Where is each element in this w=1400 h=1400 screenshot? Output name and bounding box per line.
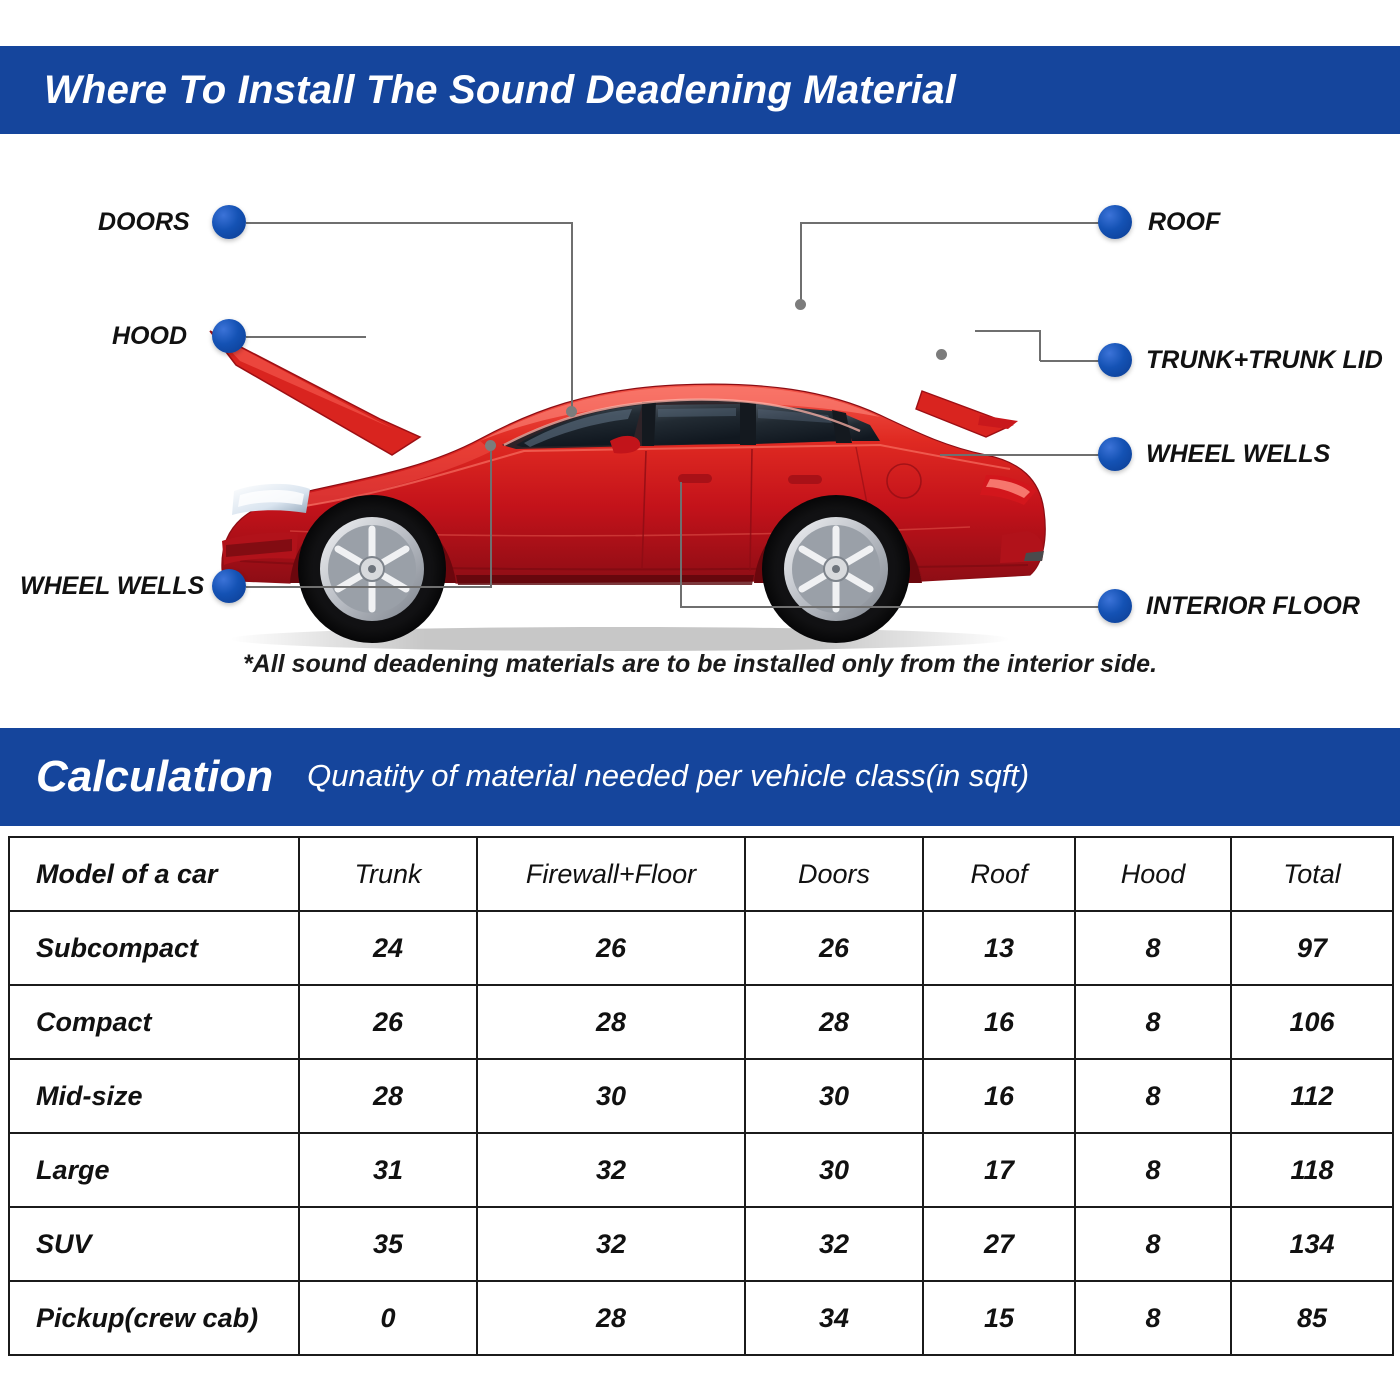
marker-interior-floor[interactable]: [1098, 589, 1132, 623]
leader-wheelwells-left-h: [246, 586, 492, 588]
cell-roof: 16: [923, 1059, 1075, 1133]
marker-wheel-wells-right[interactable]: [1098, 437, 1132, 471]
cell-firewall-floor: 32: [477, 1207, 745, 1281]
label-roof: ROOF: [1148, 208, 1221, 236]
cell-total: 97: [1231, 911, 1393, 985]
calculation-table: [8, 836, 1394, 1356]
table-row: [9, 911, 1393, 985]
leader-roof-v: [800, 222, 802, 304]
cell-model: Pickup(crew cab): [9, 1281, 299, 1355]
column-header-hood: Hood: [1075, 837, 1231, 911]
cell-doors: 32: [745, 1207, 923, 1281]
cell-model: SUV: [9, 1207, 299, 1281]
table-row: [9, 985, 1393, 1059]
column-header-firewall-floor: Firewall+Floor: [477, 837, 745, 911]
page-title: Where To Install The Sound Deadening Material: [44, 67, 957, 112]
cell-trunk: 26: [299, 985, 477, 1059]
cell-trunk: 28: [299, 1059, 477, 1133]
cell-hood: 8: [1075, 985, 1231, 1059]
cell-firewall-floor: 30: [477, 1059, 745, 1133]
calculation-subtitle: Qunatity of material needed per vehicle class(in sqft): [307, 758, 1030, 793]
marker-roof[interactable]: [1098, 205, 1132, 239]
cell-trunk: 0: [299, 1281, 477, 1355]
table-header-row: [9, 837, 1393, 911]
anchor-wheelwells-left: [485, 440, 496, 451]
cell-total: 106: [1231, 985, 1393, 1059]
cell-doors: 30: [745, 1133, 923, 1207]
cell-roof: 27: [923, 1207, 1075, 1281]
label-hood: HOOD: [112, 322, 187, 350]
marker-doors[interactable]: [212, 205, 246, 239]
cell-hood: 8: [1075, 1207, 1231, 1281]
leader-wheelwells-left-v: [490, 446, 492, 587]
cell-model: Mid-size: [9, 1059, 299, 1133]
cell-hood: 8: [1075, 1059, 1231, 1133]
column-header-total: Total: [1231, 837, 1393, 911]
anchor-wheelwells-right: [936, 349, 947, 360]
label-trunk: TRUNK+TRUNK LID: [1146, 346, 1383, 374]
cell-total: 134: [1231, 1207, 1393, 1281]
label-interior-floor: INTERIOR FLOOR: [1146, 592, 1360, 620]
anchor-roof: [795, 299, 806, 310]
leader-roof-h: [800, 222, 1106, 224]
leader-trunk-v: [1039, 330, 1041, 361]
car-illustration: [180, 269, 1060, 664]
label-wheel-wells-left: WHEEL WELLS: [20, 572, 205, 600]
table-row: [9, 1207, 1393, 1281]
cell-roof: 15: [923, 1281, 1075, 1355]
cell-hood: 8: [1075, 1133, 1231, 1207]
leader-interiorfloor-h: [680, 606, 1108, 608]
column-header-model: Model of a car: [9, 837, 299, 911]
cell-hood: 8: [1075, 911, 1231, 985]
cell-roof: 16: [923, 985, 1075, 1059]
table-row: [9, 1133, 1393, 1207]
cell-doors: 28: [745, 985, 923, 1059]
diagram-footnote: *All sound deadening materials are to be installed only from the interior side.: [242, 650, 1158, 678]
cell-doors: 34: [745, 1281, 923, 1355]
cell-trunk: 35: [299, 1207, 477, 1281]
cell-total: 112: [1231, 1059, 1393, 1133]
calculation-banner: [0, 728, 1400, 826]
cell-doors: 30: [745, 1059, 923, 1133]
leader-interiorfloor-v: [680, 482, 682, 607]
marker-trunk[interactable]: [1098, 343, 1132, 377]
cell-firewall-floor: 26: [477, 911, 745, 985]
cell-total: 85: [1231, 1281, 1393, 1355]
cell-model: Compact: [9, 985, 299, 1059]
marker-hood[interactable]: [212, 319, 246, 353]
cell-model: Large: [9, 1133, 299, 1207]
leader-trunk-h2: [975, 330, 1041, 332]
cell-trunk: 31: [299, 1133, 477, 1207]
leader-hood-h: [246, 336, 366, 338]
marker-wheel-wells-left[interactable]: [212, 569, 246, 603]
cell-total: 118: [1231, 1133, 1393, 1207]
column-header-doors: Doors: [745, 837, 923, 911]
table-row: [9, 1059, 1393, 1133]
cell-roof: 17: [923, 1133, 1075, 1207]
leader-doors-v: [571, 222, 573, 412]
column-header-roof: Roof: [923, 837, 1075, 911]
label-doors: DOORS: [98, 208, 190, 236]
cell-model: Subcompact: [9, 911, 299, 985]
cell-trunk: 24: [299, 911, 477, 985]
leader-wheelwells-right-h: [940, 454, 1108, 456]
leader-doors-h: [246, 222, 572, 224]
cell-doors: 26: [745, 911, 923, 985]
table-row: [9, 1281, 1393, 1355]
label-wheel-wells-right: WHEEL WELLS: [1146, 440, 1331, 468]
anchor-doors: [566, 406, 577, 417]
cell-firewall-floor: 28: [477, 985, 745, 1059]
cell-firewall-floor: 32: [477, 1133, 745, 1207]
header-banner: [0, 46, 1400, 134]
diagram-area: [0, 134, 1400, 720]
cell-firewall-floor: 28: [477, 1281, 745, 1355]
cell-hood: 8: [1075, 1281, 1231, 1355]
cell-roof: 13: [923, 911, 1075, 985]
calculation-title: Calculation: [36, 752, 274, 801]
column-header-trunk: Trunk: [299, 837, 477, 911]
